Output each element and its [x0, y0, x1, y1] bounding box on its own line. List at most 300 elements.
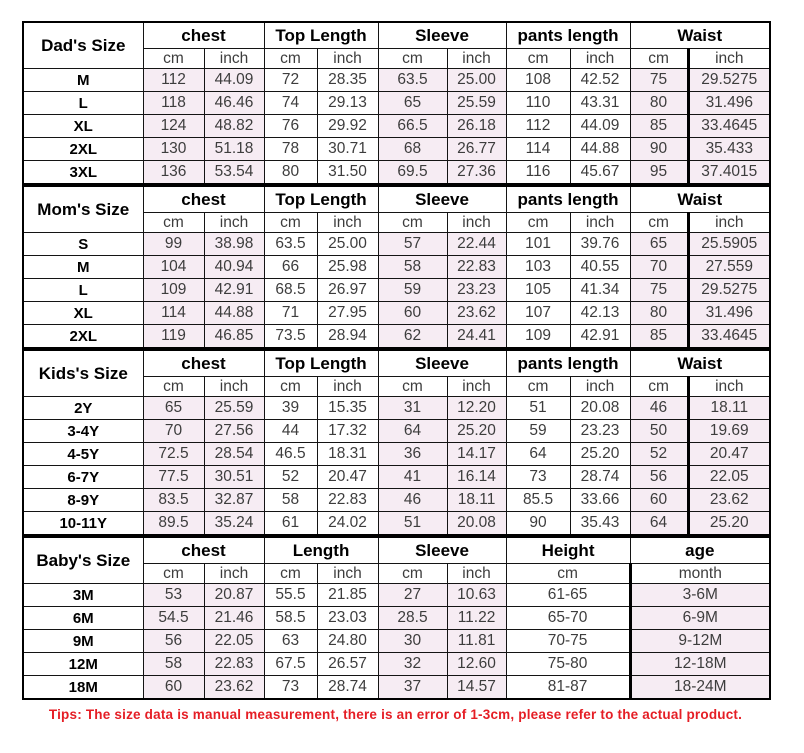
size-table-babys	[22, 536, 771, 700]
measurement-cell: 25.59	[204, 397, 264, 420]
measurement-cell: 41	[378, 466, 447, 489]
table-row	[23, 302, 770, 325]
measurement-cell: 20.87	[204, 584, 264, 607]
table-row	[23, 115, 770, 138]
measurement-cell: 33.4645	[688, 115, 770, 138]
measurement-cell: 118	[143, 92, 204, 115]
measurement-cell: 108	[506, 69, 570, 92]
measurement-cell: 30.51	[204, 466, 264, 489]
measurement-cell: 23.62	[688, 489, 770, 512]
measurement-cell: 31.496	[688, 92, 770, 115]
table-row	[23, 92, 770, 115]
column-group-header: Sleeve	[378, 186, 506, 213]
measurement-cell: 73	[506, 466, 570, 489]
measurement-cell: 110	[506, 92, 570, 115]
measurement-cell: 76	[264, 115, 317, 138]
column-group-header: Top Length	[264, 186, 378, 213]
measurement-cell: 44.09	[204, 69, 264, 92]
size-row-label: 3M	[23, 584, 143, 607]
measurement-cell: 90	[506, 512, 570, 536]
unit-header: cm	[378, 564, 447, 584]
measurement-cell: 19.69	[688, 420, 770, 443]
measurement-cell: 63	[264, 630, 317, 653]
unit-header: cm	[264, 564, 317, 584]
measurement-cell: 83.5	[143, 489, 204, 512]
column-group-header: Sleeve	[378, 537, 506, 564]
header-row	[23, 22, 770, 49]
measurement-cell: 85	[630, 325, 688, 349]
measurement-cell: 80	[630, 302, 688, 325]
measurement-cell: 27.559	[688, 256, 770, 279]
column-group-header: pants length	[506, 186, 630, 213]
size-row-label: 6-7Y	[23, 466, 143, 489]
table-row	[23, 138, 770, 161]
measurement-cell: 25.00	[317, 233, 378, 256]
measurement-cell: 28.94	[317, 325, 378, 349]
measurement-cell: 22.83	[447, 256, 506, 279]
size-table-dads	[22, 21, 771, 185]
measurement-cell: 51.18	[204, 138, 264, 161]
measurement-cell: 9-12M	[630, 630, 770, 653]
measurement-cell: 12.60	[447, 653, 506, 676]
measurement-cell: 23.62	[204, 676, 264, 700]
measurement-cell: 81-87	[506, 676, 630, 700]
measurement-cell: 68.5	[264, 279, 317, 302]
measurement-cell: 60	[143, 676, 204, 700]
measurement-cell: 24.02	[317, 512, 378, 536]
unit-header: cm	[143, 49, 204, 69]
measurement-cell: 74	[264, 92, 317, 115]
measurement-cell: 21.85	[317, 584, 378, 607]
unit-header: inch	[317, 213, 378, 233]
table-row	[23, 420, 770, 443]
measurement-cell: 52	[264, 466, 317, 489]
measurement-cell: 72.5	[143, 443, 204, 466]
measurement-cell: 51	[378, 512, 447, 536]
measurement-cell: 32	[378, 653, 447, 676]
measurement-cell: 20.47	[688, 443, 770, 466]
measurement-cell: 99	[143, 233, 204, 256]
unit-header: inch	[570, 377, 630, 397]
column-group-header: pants length	[506, 350, 630, 377]
unit-header: inch	[447, 377, 506, 397]
unit-header: cm	[506, 377, 570, 397]
unit-header: inch	[447, 213, 506, 233]
unit-header: cm	[630, 49, 688, 69]
measurement-cell: 71	[264, 302, 317, 325]
size-table-moms	[22, 185, 771, 349]
measurement-cell: 109	[506, 325, 570, 349]
measurement-cell: 43.31	[570, 92, 630, 115]
section-title: Dad's Size	[23, 22, 143, 69]
measurement-cell: 24.41	[447, 325, 506, 349]
measurement-cell: 11.81	[447, 630, 506, 653]
measurement-cell: 20.08	[570, 397, 630, 420]
measurement-cell: 20.08	[447, 512, 506, 536]
measurement-cell: 62	[378, 325, 447, 349]
size-tables	[22, 21, 804, 700]
size-row-label: 2XL	[23, 325, 143, 349]
measurement-cell: 25.98	[317, 256, 378, 279]
unit-header: inch	[204, 377, 264, 397]
measurement-cell: 69.5	[378, 161, 447, 185]
measurement-cell: 10.63	[447, 584, 506, 607]
measurement-cell: 114	[506, 138, 570, 161]
size-row-label: 3XL	[23, 161, 143, 185]
measurement-cell: 66	[264, 256, 317, 279]
measurement-cell: 124	[143, 115, 204, 138]
unit-header: inch	[204, 564, 264, 584]
measurement-cell: 109	[143, 279, 204, 302]
size-row-label: M	[23, 256, 143, 279]
measurement-cell: 130	[143, 138, 204, 161]
measurement-cell: 58	[143, 653, 204, 676]
size-row-label: 10-11Y	[23, 512, 143, 536]
table-row	[23, 443, 770, 466]
measurement-cell: 3-6M	[630, 584, 770, 607]
measurement-cell: 29.5275	[688, 279, 770, 302]
measurement-cell: 63.5	[378, 69, 447, 92]
table-row	[23, 256, 770, 279]
measurement-cell: 32.87	[204, 489, 264, 512]
measurement-cell: 29.92	[317, 115, 378, 138]
measurement-cell: 40.55	[570, 256, 630, 279]
measurement-cell: 12.20	[447, 397, 506, 420]
measurement-cell: 116	[506, 161, 570, 185]
measurement-cell: 25.20	[447, 420, 506, 443]
measurement-cell: 35.43	[570, 512, 630, 536]
measurement-cell: 104	[143, 256, 204, 279]
measurement-cell: 46.85	[204, 325, 264, 349]
table-row	[23, 630, 770, 653]
measurement-cell: 112	[506, 115, 570, 138]
column-group-header: Sleeve	[378, 350, 506, 377]
column-group-header: Waist	[630, 350, 770, 377]
unit-header: inch	[204, 213, 264, 233]
measurement-cell: 18.11	[688, 397, 770, 420]
measurement-cell: 77.5	[143, 466, 204, 489]
measurement-cell: 26.77	[447, 138, 506, 161]
measurement-cell: 52	[630, 443, 688, 466]
measurement-cell: 44.88	[204, 302, 264, 325]
measurement-cell: 119	[143, 325, 204, 349]
measurement-cell: 64	[630, 512, 688, 536]
measurement-cell: 105	[506, 279, 570, 302]
measurement-cell: 44.88	[570, 138, 630, 161]
section-title: Mom's Size	[23, 186, 143, 233]
size-row-label: 8-9Y	[23, 489, 143, 512]
measurement-cell: 60	[378, 302, 447, 325]
measurement-cell: 54.5	[143, 607, 204, 630]
unit-header: cm	[378, 49, 447, 69]
size-row-label: 18M	[23, 676, 143, 700]
measurement-cell: 28.74	[570, 466, 630, 489]
unit-header: inch	[570, 49, 630, 69]
size-row-label: 4-5Y	[23, 443, 143, 466]
measurement-cell: 28.35	[317, 69, 378, 92]
measurement-cell: 70	[630, 256, 688, 279]
measurement-cell: 58	[378, 256, 447, 279]
tip-text: Tips: The size data is manual measurement, there is an error of 1-3cm, please refer to the actual product.	[48, 707, 743, 722]
unit-header: cm	[264, 213, 317, 233]
unit-header: cm	[630, 377, 688, 397]
unit-header: cm	[506, 213, 570, 233]
measurement-cell: 64	[506, 443, 570, 466]
measurement-cell: 75-80	[506, 653, 630, 676]
measurement-cell: 25.59	[447, 92, 506, 115]
measurement-cell: 31	[378, 397, 447, 420]
column-group-header: Waist	[630, 22, 770, 49]
measurement-cell: 28.54	[204, 443, 264, 466]
measurement-cell: 46.46	[204, 92, 264, 115]
measurement-cell: 136	[143, 161, 204, 185]
measurement-cell: 25.20	[570, 443, 630, 466]
table-row	[23, 653, 770, 676]
unit-header: cm	[143, 213, 204, 233]
measurement-cell: 80	[264, 161, 317, 185]
measurement-cell: 18.31	[317, 443, 378, 466]
measurement-cell: 39.76	[570, 233, 630, 256]
column-group-header: Height	[506, 537, 630, 564]
measurement-cell: 26.18	[447, 115, 506, 138]
measurement-cell: 65	[630, 233, 688, 256]
measurement-cell: 103	[506, 256, 570, 279]
unit-header: cm	[506, 49, 570, 69]
measurement-cell: 30.71	[317, 138, 378, 161]
measurement-cell: 107	[506, 302, 570, 325]
measurement-cell: 46.5	[264, 443, 317, 466]
measurement-cell: 22.83	[204, 653, 264, 676]
measurement-cell: 68	[378, 138, 447, 161]
measurement-cell: 53.54	[204, 161, 264, 185]
column-group-header: chest	[143, 186, 264, 213]
size-row-label: 12M	[23, 653, 143, 676]
measurement-cell: 26.97	[317, 279, 378, 302]
unit-header: inch	[688, 49, 770, 69]
column-group-header: Top Length	[264, 350, 378, 377]
unit-header: inch	[688, 213, 770, 233]
measurement-cell: 29.13	[317, 92, 378, 115]
measurement-cell: 51	[506, 397, 570, 420]
measurement-cell: 114	[143, 302, 204, 325]
size-row-label: 9M	[23, 630, 143, 653]
measurement-cell: 57	[378, 233, 447, 256]
measurement-cell: 18.11	[447, 489, 506, 512]
column-group-header: chest	[143, 22, 264, 49]
measurement-cell: 58	[264, 489, 317, 512]
measurement-cell: 31.496	[688, 302, 770, 325]
measurement-cell: 59	[506, 420, 570, 443]
size-row-label: 3-4Y	[23, 420, 143, 443]
size-row-label: S	[23, 233, 143, 256]
measurement-cell: 25.5905	[688, 233, 770, 256]
measurement-cell: 48.82	[204, 115, 264, 138]
measurement-cell: 63.5	[264, 233, 317, 256]
size-row-label: 2Y	[23, 397, 143, 420]
measurement-cell: 33.66	[570, 489, 630, 512]
table-row	[23, 466, 770, 489]
measurement-cell: 27.95	[317, 302, 378, 325]
unit-header: cm	[506, 564, 630, 584]
measurement-cell: 37	[378, 676, 447, 700]
measurement-cell: 65	[378, 92, 447, 115]
measurement-cell: 65-70	[506, 607, 630, 630]
unit-header: inch	[447, 49, 506, 69]
unit-header: cm	[378, 213, 447, 233]
size-table-kids	[22, 349, 771, 536]
measurement-cell: 55.5	[264, 584, 317, 607]
table-row	[23, 584, 770, 607]
measurement-cell: 22.44	[447, 233, 506, 256]
measurement-cell: 24.80	[317, 630, 378, 653]
table-row	[23, 676, 770, 700]
header-row	[23, 537, 770, 564]
column-group-header: Waist	[630, 186, 770, 213]
column-group-header: chest	[143, 537, 264, 564]
measurement-cell: 30	[378, 630, 447, 653]
measurement-cell: 112	[143, 69, 204, 92]
measurement-cell: 59	[378, 279, 447, 302]
column-group-header: Top Length	[264, 22, 378, 49]
measurement-cell: 23.62	[447, 302, 506, 325]
measurement-cell: 28.5	[378, 607, 447, 630]
unit-header: cm	[630, 213, 688, 233]
unit-header: cm	[143, 564, 204, 584]
section-title: Kids's Size	[23, 350, 143, 397]
table-row	[23, 325, 770, 349]
measurement-cell: 61-65	[506, 584, 630, 607]
measurement-cell: 44.09	[570, 115, 630, 138]
header-row	[23, 350, 770, 377]
unit-header: inch	[317, 49, 378, 69]
measurement-cell: 14.17	[447, 443, 506, 466]
measurement-cell: 22.83	[317, 489, 378, 512]
column-group-header: age	[630, 537, 770, 564]
measurement-cell: 73	[264, 676, 317, 700]
measurement-cell: 14.57	[447, 676, 506, 700]
unit-header: cm	[378, 377, 447, 397]
measurement-cell: 90	[630, 138, 688, 161]
measurement-cell: 12-18M	[630, 653, 770, 676]
measurement-cell: 28.74	[317, 676, 378, 700]
table-row	[23, 279, 770, 302]
measurement-cell: 37.4015	[688, 161, 770, 185]
measurement-cell: 56	[630, 466, 688, 489]
measurement-cell: 60	[630, 489, 688, 512]
measurement-cell: 58.5	[264, 607, 317, 630]
measurement-cell: 42.91	[570, 325, 630, 349]
measurement-cell: 6-9M	[630, 607, 770, 630]
table-row	[23, 512, 770, 536]
measurement-cell: 27	[378, 584, 447, 607]
measurement-cell: 56	[143, 630, 204, 653]
measurement-cell: 45.67	[570, 161, 630, 185]
measurement-cell: 22.05	[204, 630, 264, 653]
unit-header: inch	[317, 564, 378, 584]
measurement-cell: 78	[264, 138, 317, 161]
measurement-cell: 36	[378, 443, 447, 466]
measurement-cell: 17.32	[317, 420, 378, 443]
measurement-cell: 35.433	[688, 138, 770, 161]
size-row-label: XL	[23, 302, 143, 325]
measurement-cell: 40.94	[204, 256, 264, 279]
measurement-cell: 42.52	[570, 69, 630, 92]
measurement-cell: 42.91	[204, 279, 264, 302]
table-row	[23, 233, 770, 256]
header-row	[23, 186, 770, 213]
unit-header: cm	[264, 49, 317, 69]
measurement-cell: 75	[630, 69, 688, 92]
unit-header: inch	[570, 213, 630, 233]
size-row-label: L	[23, 279, 143, 302]
measurement-cell: 21.46	[204, 607, 264, 630]
measurement-cell: 53	[143, 584, 204, 607]
table-row	[23, 607, 770, 630]
table-row	[23, 397, 770, 420]
table-row	[23, 161, 770, 185]
measurement-cell: 25.20	[688, 512, 770, 536]
measurement-cell: 15.35	[317, 397, 378, 420]
measurement-cell: 20.47	[317, 466, 378, 489]
measurement-cell: 23.23	[447, 279, 506, 302]
measurement-cell: 23.03	[317, 607, 378, 630]
measurement-cell: 42.13	[570, 302, 630, 325]
measurement-cell: 29.5275	[688, 69, 770, 92]
column-group-header: Sleeve	[378, 22, 506, 49]
unit-header: cm	[264, 377, 317, 397]
measurement-cell: 27.56	[204, 420, 264, 443]
section-title: Baby's Size	[23, 537, 143, 584]
measurement-cell: 67.5	[264, 653, 317, 676]
size-row-label: L	[23, 92, 143, 115]
column-group-header: Length	[264, 537, 378, 564]
measurement-cell: 26.57	[317, 653, 378, 676]
measurement-cell: 22.05	[688, 466, 770, 489]
unit-header: month	[630, 564, 770, 584]
measurement-cell: 80	[630, 92, 688, 115]
measurement-cell: 66.5	[378, 115, 447, 138]
measurement-cell: 64	[378, 420, 447, 443]
unit-header: inch	[204, 49, 264, 69]
unit-header: inch	[317, 377, 378, 397]
measurement-cell: 41.34	[570, 279, 630, 302]
measurement-cell: 95	[630, 161, 688, 185]
measurement-cell: 65	[143, 397, 204, 420]
measurement-cell: 18-24M	[630, 676, 770, 700]
measurement-cell: 25.00	[447, 69, 506, 92]
measurement-cell: 35.24	[204, 512, 264, 536]
measurement-cell: 44	[264, 420, 317, 443]
measurement-cell: 101	[506, 233, 570, 256]
measurement-cell: 75	[630, 279, 688, 302]
measurement-cell: 50	[630, 420, 688, 443]
measurement-cell: 46	[630, 397, 688, 420]
measurement-cell: 89.5	[143, 512, 204, 536]
size-row-label: XL	[23, 115, 143, 138]
measurement-cell: 27.36	[447, 161, 506, 185]
measurement-cell: 16.14	[447, 466, 506, 489]
table-row	[23, 69, 770, 92]
measurement-cell: 11.22	[447, 607, 506, 630]
measurement-cell: 46	[378, 489, 447, 512]
measurement-cell: 73.5	[264, 325, 317, 349]
measurement-cell: 70	[143, 420, 204, 443]
size-row-label: 6M	[23, 607, 143, 630]
measurement-cell: 72	[264, 69, 317, 92]
measurement-cell: 38.98	[204, 233, 264, 256]
column-group-header: pants length	[506, 22, 630, 49]
size-row-label: 2XL	[23, 138, 143, 161]
